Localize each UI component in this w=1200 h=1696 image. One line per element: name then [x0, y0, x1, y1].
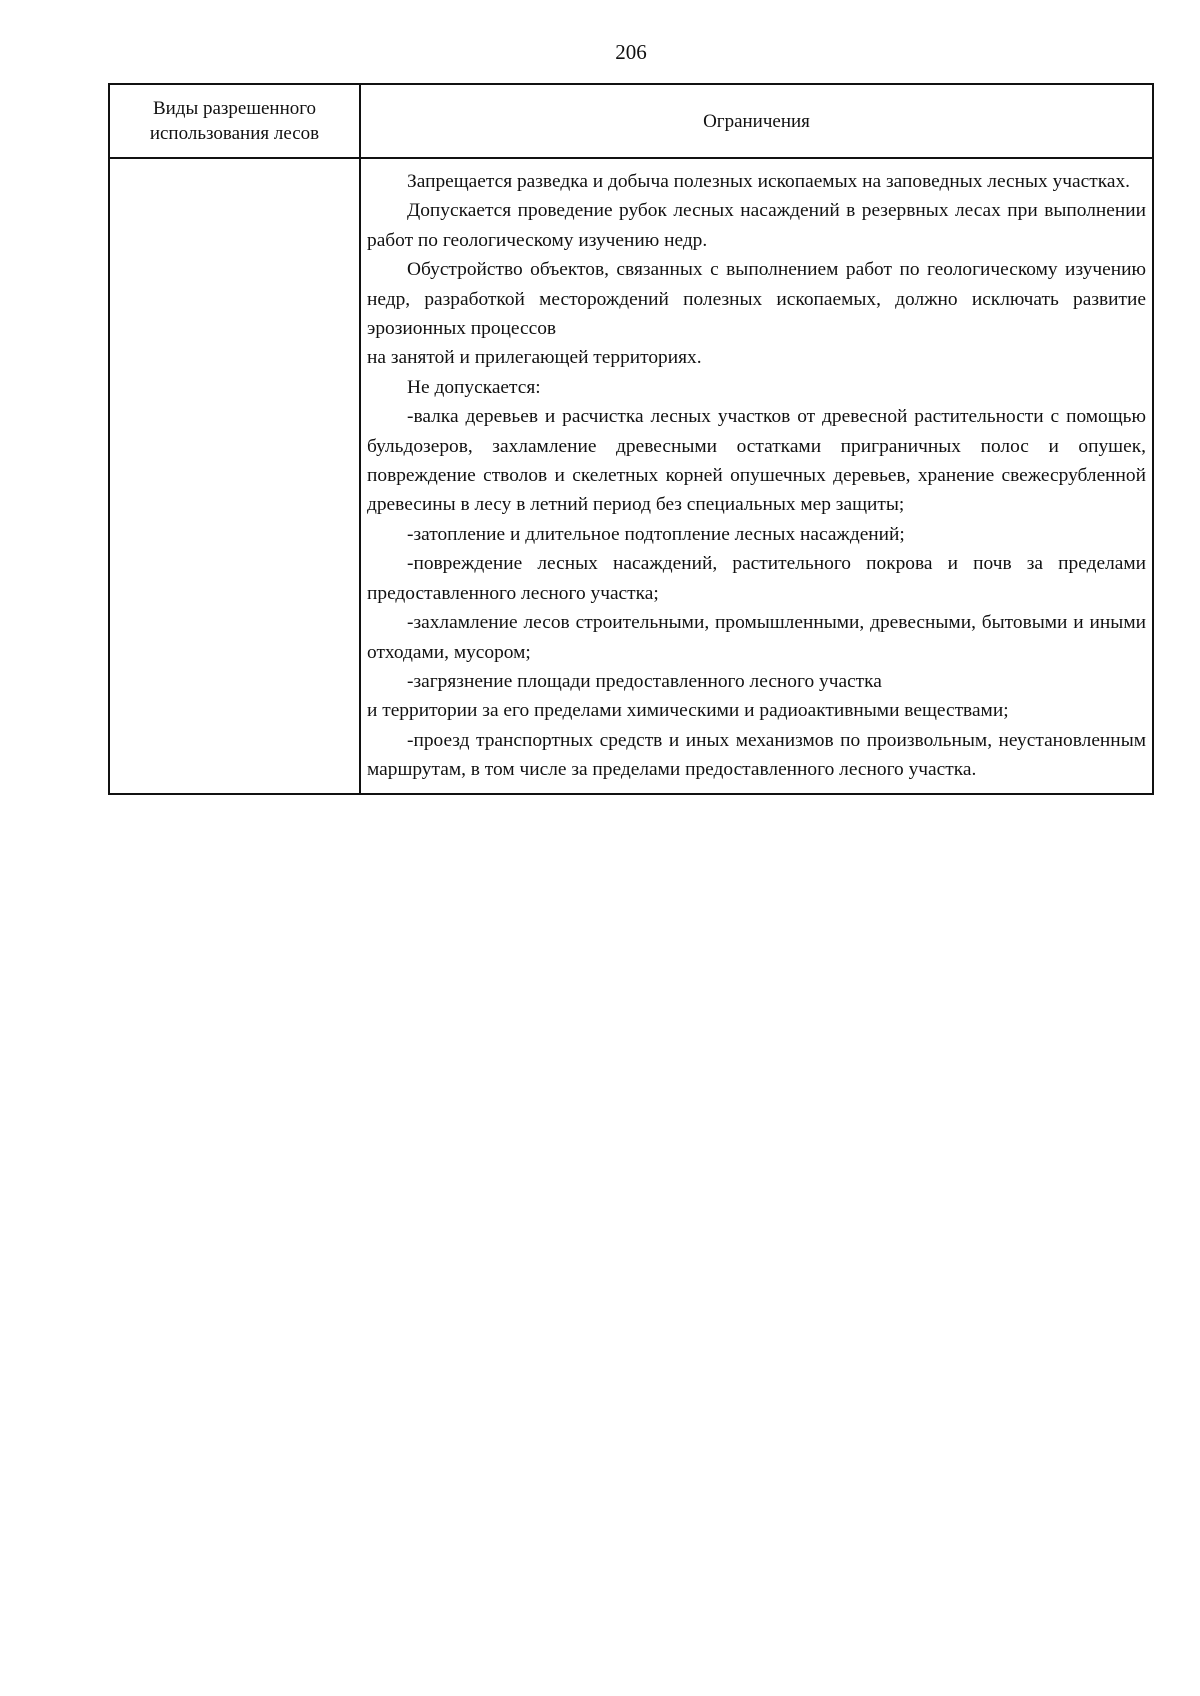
cell-restrictions	[360, 158, 1153, 794]
table-header-row	[109, 84, 1153, 158]
restriction-paragraph: Запрещается разведка и добыча полезных ископаемых на заповедных лесных участках.	[407, 171, 1131, 192]
header-left-line-1: Виды разрешенного	[152, 98, 317, 119]
header-restrictions: Ограничения	[360, 84, 1153, 158]
page-number: 206	[615, 40, 647, 64]
header-left-line-2: использования лесов	[149, 123, 320, 144]
restriction-paragraph: Не допускается:	[407, 376, 541, 398]
restriction-paragraph: -загрязнение площади предоставленного лесного участка	[407, 670, 882, 692]
restriction-paragraph: Обустройство объектов, связанных с выполнением работ по геологическому изучению недр, разработкой месторождений полезных ископаемых, должно исключать развитие эрозионных процессов	[367, 259, 1146, 340]
restrictions-table	[108, 83, 1154, 795]
restriction-paragraph: Допускается проведение рубок лесных насаждений в резервных лесах при выполнении работ по геологическому изучению недр.	[367, 200, 1146, 251]
cell-forest-use-type	[109, 158, 360, 794]
restriction-paragraph: -затопление и длительное подтопление лесных насаждений;	[407, 523, 905, 545]
restriction-paragraph: на занятой и прилегающей территориях.	[367, 347, 702, 369]
restriction-paragraph: -валка деревьев и расчистка лесных участков от древесной растительности с помощью бульдозеров, захламление древесными остатками приграничных полос и опушек, повреждение стволов и скелетных корней опушечных деревьев, хранение свежесрубленной древесины в лесу в летний период без специальных мер защиты;	[367, 406, 1146, 516]
restriction-paragraph: -проезд транспортных средств и иных механизмов по произвольным, неустановленным маршрутам, в том числе за пределами предоставленного лесного участка.	[367, 729, 1146, 781]
restriction-paragraph: -захламление лесов строительными, промышленными, древесными, бытовыми и иными отходами, мусором;	[367, 612, 1146, 663]
header-forest-use-types	[109, 84, 360, 158]
restriction-paragraph: и территории за его пределами химическими и радиоактивными веществами;	[367, 700, 1009, 722]
restriction-paragraph: -повреждение лесных насаждений, растительного покрова и почв за пределами предоставленного лесного участка;	[367, 553, 1146, 604]
table-row	[109, 158, 1153, 794]
